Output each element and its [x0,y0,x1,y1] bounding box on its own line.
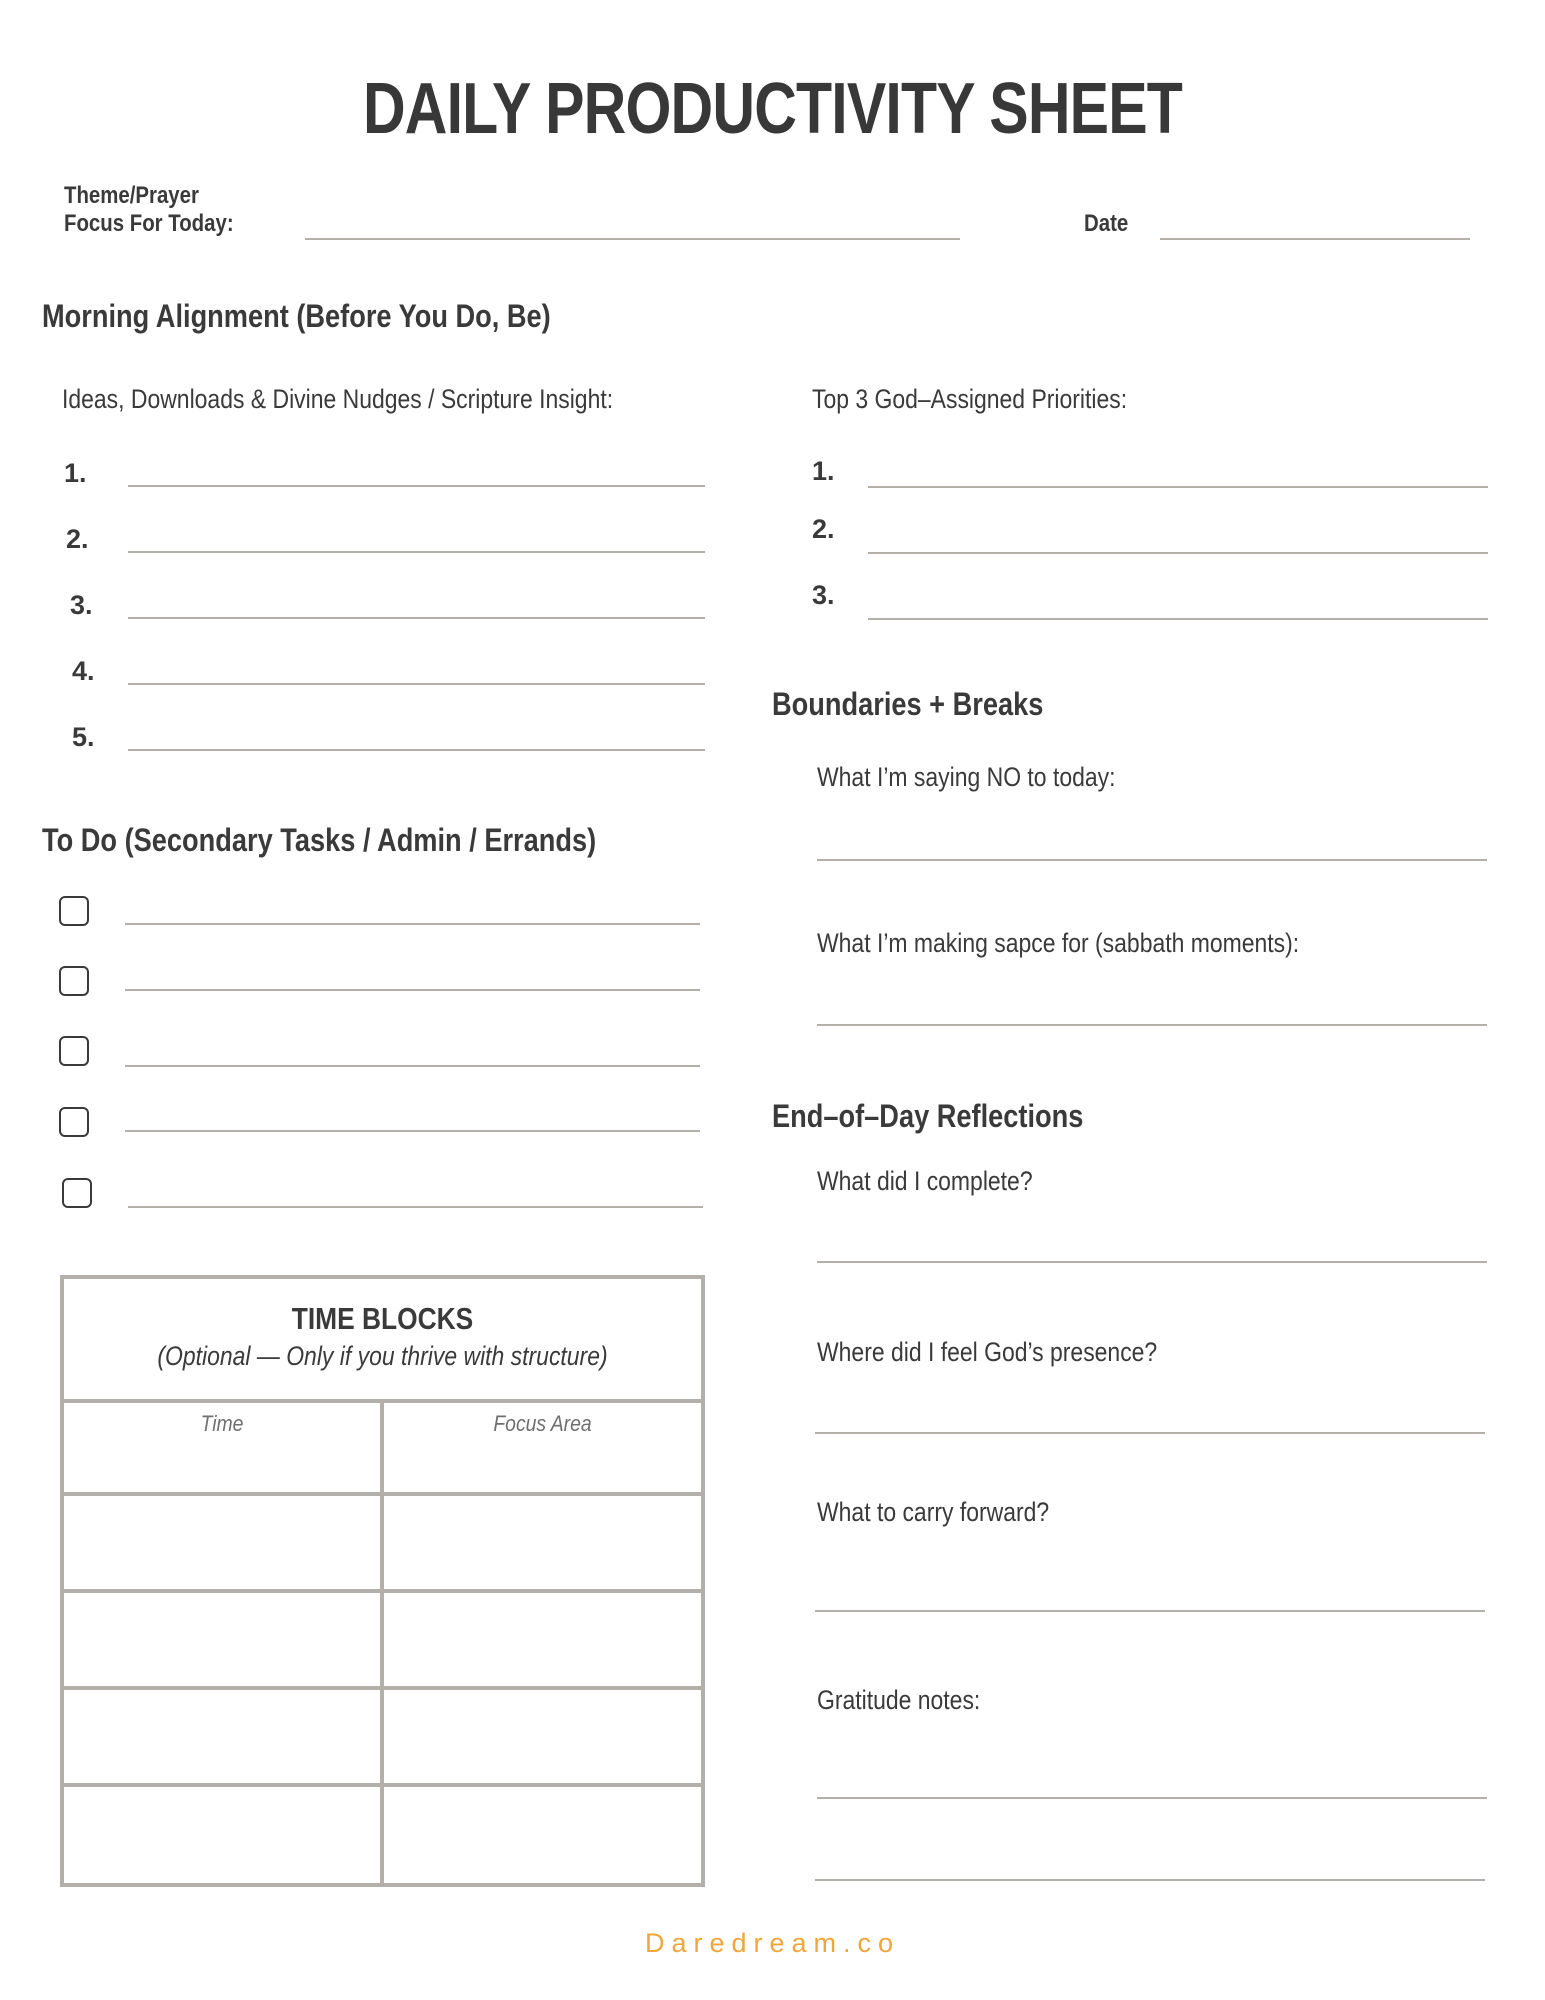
theme-input-line[interactable] [305,238,960,240]
idea-input-line[interactable] [128,485,705,487]
todo-checkbox[interactable] [59,1036,89,1066]
focus-area-column-header: Focus Area [493,1411,592,1436]
gratitude-line-2[interactable] [815,1879,1485,1881]
priority-input-line[interactable] [868,486,1488,488]
todo-heading: To Do (Secondary Tasks / Admin / Errands) [42,822,597,858]
idea-input-line[interactable] [128,551,705,553]
todo-checkbox[interactable] [62,1178,92,1208]
focus-area-cell[interactable] [384,1787,701,1884]
priority-input-line[interactable] [868,618,1488,620]
priorities-prompt: Top 3 God–Assigned Priorities: [812,384,1128,414]
idea-input-line[interactable] [128,749,705,751]
theme-label-line1: Theme/Prayer [64,182,199,209]
focus-area-cell[interactable] [384,1496,701,1589]
todo-input-line[interactable] [125,1065,700,1067]
idea-number: 3. [70,590,93,620]
focus-area-cell[interactable] [384,1593,701,1686]
time-block-row [64,1690,701,1787]
priority-number: 1. [812,456,835,486]
todo-checkbox[interactable] [59,896,89,926]
theme-label [64,182,234,238]
todo-input-line[interactable] [125,989,700,991]
page-title: DAILY PRODUCTIVITY SHEET [362,69,1183,149]
footer-brand: Daredream.co [644,1928,901,1958]
todo-checkbox[interactable] [59,1107,89,1137]
todo-checkbox[interactable] [59,966,89,996]
todo-input-line[interactable] [125,923,700,925]
time-cell[interactable] [64,1690,384,1783]
morning-alignment-heading: Morning Alignment (Before You Do, Be) [42,298,551,334]
todo-input-line[interactable] [128,1206,703,1208]
priority-input-line[interactable] [868,552,1488,554]
reflection-line-carry-forward[interactable] [815,1610,1485,1612]
idea-number: 5. [72,722,95,752]
ideas-prompt: Ideas, Downloads & Divine Nudges / Scripture Insight: [62,384,614,414]
todo-input-line[interactable] [125,1130,700,1132]
time-cell[interactable] [64,1593,384,1686]
theme-label-line2: Focus For Today: [64,210,234,237]
priority-number: 2. [812,514,835,544]
reflection-line-complete[interactable] [817,1261,1487,1263]
time-block-row [64,1593,701,1690]
time-blocks-header [64,1279,701,1403]
saying-no-prompt: What I’m saying NO to today: [817,762,1116,792]
idea-number: 2. [66,524,89,554]
date-input-line[interactable] [1160,238,1470,240]
reflections-heading: End–of–Day Reflections [772,1098,1084,1134]
reflection-prompt-carry-forward: What to carry forward? [817,1497,1050,1527]
saying-no-line[interactable] [817,859,1487,861]
time-blocks-title: TIME BLOCKS [291,1301,474,1336]
time-blocks-table [60,1275,705,1887]
idea-input-line[interactable] [128,617,705,619]
focus-area-cell[interactable] [384,1399,701,1492]
focus-area-cell[interactable] [384,1690,701,1783]
idea-input-line[interactable] [128,683,705,685]
reflection-prompt-presence: Where did I feel God’s presence? [817,1337,1158,1367]
idea-number: 4. [72,656,95,686]
time-column-header: Time [200,1411,244,1436]
making-space-line[interactable] [817,1024,1487,1026]
boundaries-heading: Boundaries + Breaks [772,686,1044,722]
reflection-prompt-complete: What did I complete? [817,1166,1033,1196]
date-label: Date [1084,210,1129,237]
time-cell[interactable] [64,1399,384,1492]
gratitude-line-1[interactable] [817,1797,1487,1799]
reflection-line-presence[interactable] [815,1432,1485,1434]
time-block-row [64,1787,701,1884]
idea-number: 1. [64,458,87,488]
making-space-prompt: What I’m making sapce for (sabbath moments): [817,928,1300,958]
time-cell[interactable] [64,1787,384,1884]
time-blocks-subtitle: (Optional — Only if you thrive with structure) [157,1341,608,1371]
time-cell[interactable] [64,1496,384,1589]
time-block-row [64,1496,701,1593]
time-block-row [64,1399,701,1496]
priority-number: 3. [812,580,835,610]
reflection-prompt-gratitude: Gratitude notes: [817,1685,981,1715]
